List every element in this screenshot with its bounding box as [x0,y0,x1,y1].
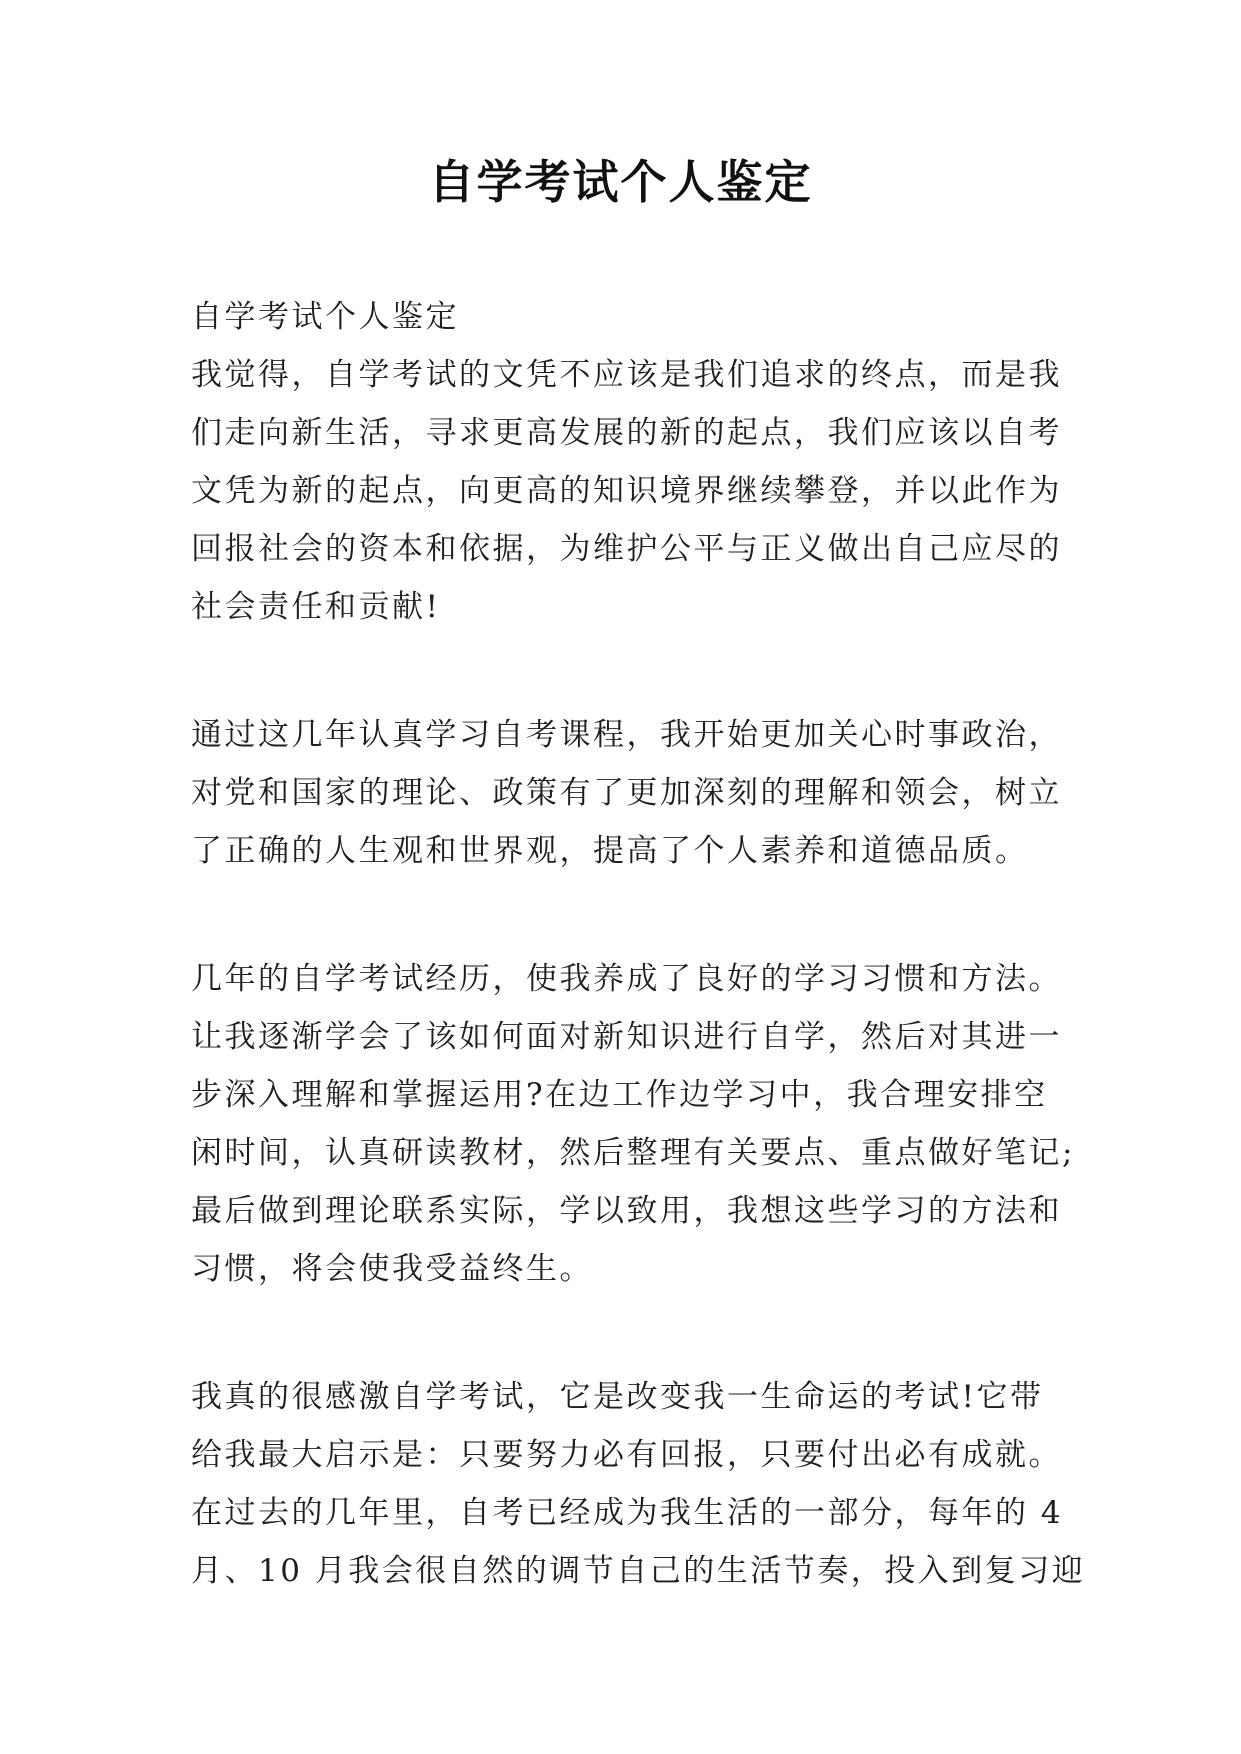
text-line: 最后做到理论联系实际，学以致用，我想这些学习的方法和 [191,1193,1062,1229]
document-body [191,288,1086,1600]
text-line: 了正确的人生观和世界观，提高了个人素养和道德品质。 [191,833,1029,869]
text-line: 我觉得，自学考试的文凭不应该是我们追求的终点，而是我 [191,357,1062,393]
text-line: 通过这几年认真学习自考课程，我开始更加关心时事政治， [191,717,1062,753]
text-line: 们走向新生活，寻求更高发展的新的起点，我们应该以自考 [191,415,1062,451]
text-line: 给我最大启示是：只要努力必有回报，只要付出必有成就。 [191,1437,1062,1473]
text-line: 对党和国家的理论、政策有了更加深刻的理解和领会，树立 [191,775,1062,811]
paragraph-heading [191,288,1071,346]
paragraph-gap [191,880,1071,950]
paragraph-3 [191,950,1075,1298]
text-line: 月、10 月我会很自然的调节自己的生活节奏，投入到复习迎 [191,1553,1086,1589]
paragraph-2 [191,706,1071,880]
text-line: 在过去的几年里，自考已经成为我生活的一部分，每年的 4 [191,1495,1064,1531]
paragraph-gap [191,1298,1071,1368]
text-line: 自学考试个人鉴定 [191,299,459,335]
text-line: 回报社会的资本和依据，为维护公平与正义做出自己应尽的 [191,531,1062,567]
text-line: 闲时间，认真研读教材，然后整理有关要点、重点做好笔记; [191,1135,1075,1171]
document-title: 自学考试个人鉴定 [428,155,813,209]
text-line: 文凭为新的起点，向更高的知识境界继续攀登，并以此作为 [191,473,1062,509]
text-line: 社会责任和贡献! [191,589,441,625]
paragraph-4 [191,1368,1086,1600]
text-line: 我真的很感激自学考试，它是改变我一生命运的考试!它带 [191,1379,1044,1415]
text-line: 几年的自学考试经历，使我养成了良好的学习习惯和方法。 [191,961,1062,997]
text-line: 让我逐渐学会了该如何面对新知识进行自学，然后对其进一 [191,1019,1062,1055]
text-line: 步深入理解和掌握运用?在边工作边学习中，我合理安排空 [191,1077,1048,1113]
text-line: 习惯，将会使我受益终生。 [191,1251,593,1287]
paragraph-1 [191,346,1071,636]
paragraph-gap [191,636,1071,706]
